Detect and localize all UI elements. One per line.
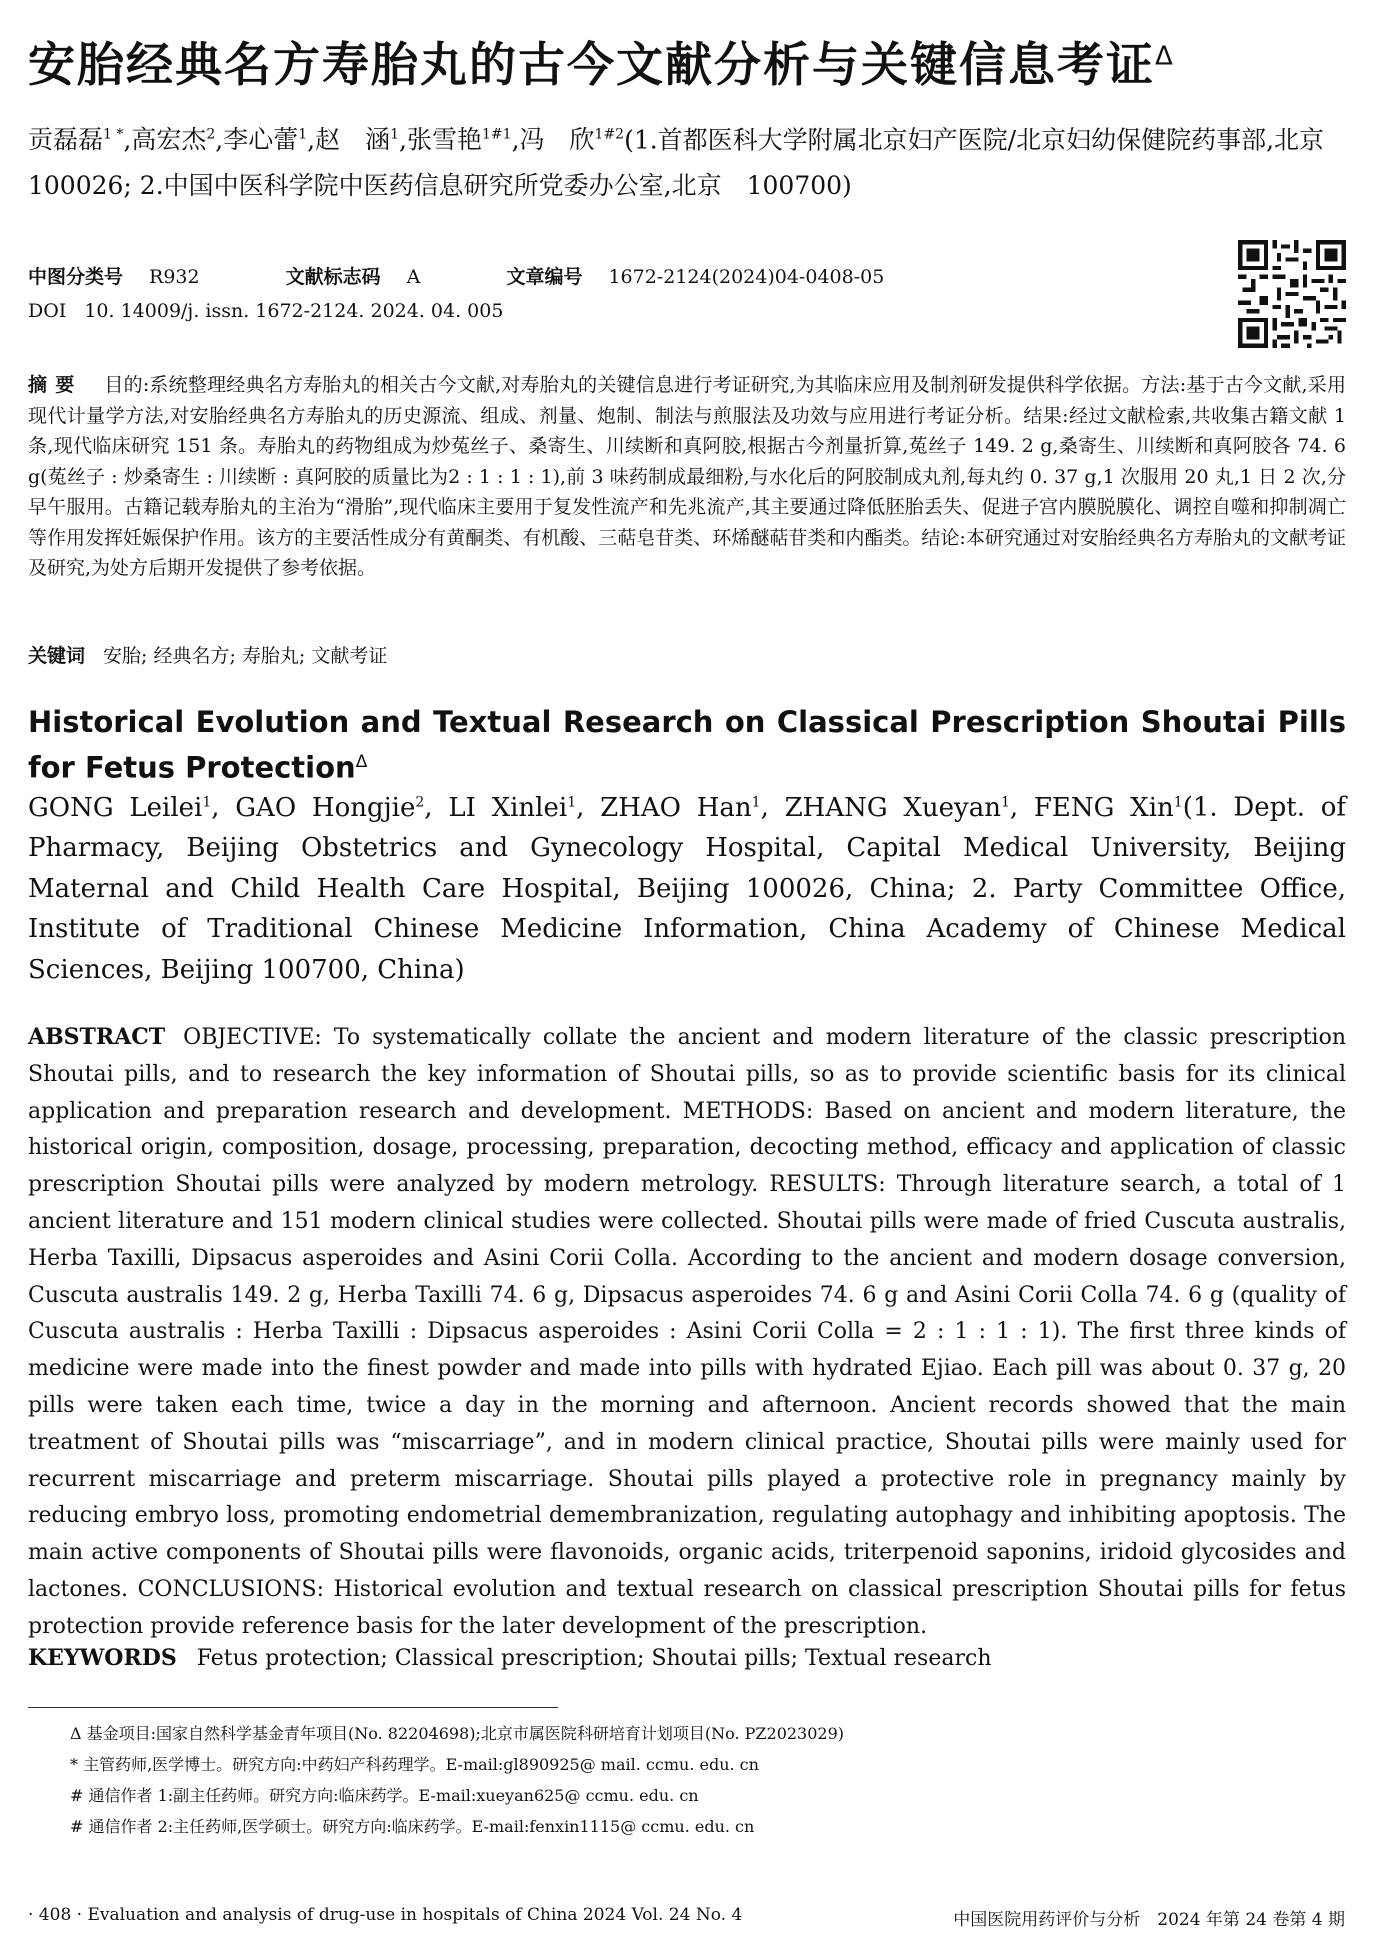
en-author [28, 793, 211, 823]
cn-author [520, 125, 625, 154]
cn-author-affil-mark: 2 [206, 127, 216, 143]
en-author-affil-mark: 1 [567, 794, 577, 810]
keywords-en-label: KEYWORDS [28, 1645, 177, 1671]
footnote-first-author: * 主管药师,医学博士。研究方向:中药妇产科药理学。E-mail:gl890925@ mail. ccmu. edu. cn [70, 1755, 759, 1774]
footnotes [70, 1718, 1330, 1842]
abstract-cn-label: 摘要 [28, 374, 83, 396]
en-author [600, 793, 760, 823]
cn-author [131, 125, 215, 154]
fund-mark-en: Δ [355, 752, 368, 772]
en-author-affil-mark: 1 [1173, 794, 1183, 810]
authors-cn-list: 贡磊磊$^{1 *}$,高宏杰$^2$,李心蕾$^1$,赵 涵$^1$,张雪艳$^{1\#1}$,冯 欣$^{1\#2}$ [28, 125, 625, 155]
cn-author-affil-mark: 1#2 [594, 127, 625, 143]
clc-label: 中图分类号 [28, 266, 124, 288]
footer-journal-en: · 408 · Evaluation and analysis of drug-use in hospitals of China 2024 Vol. 24 No. 4 [28, 1905, 743, 1925]
cn-author-affil-mark: 1 * [103, 127, 124, 143]
clc-value: R932 [149, 266, 200, 288]
article-title-cn-text: 安胎经典名方寿胎丸的古今文献分析与关键信息考证 [28, 38, 1155, 93]
article-title-cn [28, 28, 1348, 95]
doc-code-label: 文献标志码 [285, 266, 381, 288]
cn-author [28, 125, 123, 154]
en-author [235, 793, 424, 823]
qr-code-icon [1238, 240, 1346, 348]
doi-value: 10. 14009/j. issn. 1672-2124. 2024. 04. 005 [84, 300, 504, 322]
en-author [785, 793, 1010, 823]
en-author-name: LI Xinlei [448, 792, 568, 823]
en-author-name: GONG Leilei [28, 792, 203, 823]
cn-author-affil-mark: 1#1 [482, 127, 512, 143]
cn-author-name: 贡磊磊 [28, 125, 104, 155]
en-author-affil-mark: 1 [202, 794, 212, 810]
affiliation-cn: (1.首都医科大学附属北京妇产医院/北京妇幼保健院药事部,北京 100026; 2.中国中医科学院中医药信息研究所党委办公室,北京 100700) [28, 125, 1350, 201]
abstract-en-text: OBJECTIVE: To systematically collate the ancient and modern literature of the classic prescription Shoutai pills, and to research the key information of Shoutai pills, so as to provide scientific basis for its clinical application and preparation research and development. METHODS: Based on ancient and modern literature, the historical origin, composition, dosage, processing, preparation, decocting method, efficacy and application of classic prescription Shoutai pills were analyzed by modern metrology. RESULTS: Through literature search, a total of 1 ancient literature and 151 modern clinical studies were collected. Shoutai pills were made of fried Cuscuta australis, Herba Taxilli, Dipsacus asperoides and Asini Corii Colla. According to the ancient and modern dosage conversion, Cuscuta australis 149. 2 g, Herba Taxilli 74. 6 g, Dipsacus asperoides 74. 6 g and Asini Corii Colla 74. 6 g (quality of Cuscuta australis : Herba Taxilli : Dipsacus asperoides : Asini Corii Colla = 2 : 1 : 1 : 1). The first three kinds of medicine were made into the finest powder and made into pills with hydrated Ejiao. Each pill was about 0. 37 g, 20 pills were taken each time, twice a day in the morning and afternoon. Ancient records showed that the main treatment of Shoutai pills was “miscarriage”, and in modern clinical practice, Shoutai pills were mainly used for recurrent miscarriage and preterm miscarriage. Shoutai pills played a protective role in pregnancy mainly by reducing embryo loss, promoting endometrial demembranization, regulating autophagy and inhibiting apoptosis. The main active components of Shoutai pills were flavonoids, organic acids, triterpenoid saponins, iridoid glycosides and lactones. CONCLUSIONS: Historical evolution and textual research on classical prescription Shoutai pills for fetus protection provide reference basis for the later development of the prescription. [28, 1025, 1346, 1639]
en-author-name: GAO Hongjie [235, 792, 416, 823]
cn-author [315, 125, 399, 154]
article-title-en [28, 702, 1346, 788]
affiliation-en: (1. Dept. of Pharmacy, Beijing Obstetrics and Gynecology Hospital, Capital Medical University, Beijing Maternal and Child Health Care Hospital, Beijing 100026, China; 2. Party Committee Office, Institute of Traditional Chinese Medicine Information, China Academy of Chinese Medical Sciences, Beijing 100700, China) [28, 792, 1347, 985]
cn-author [407, 125, 512, 154]
footnote-fund: Δ 基金项目:国家自然科学基金青年项目(No. 82204698);北京市属医院科研培育计划项目(No. PZ2023029) [70, 1724, 845, 1743]
en-author-affil-mark: 1 [1000, 794, 1010, 810]
doc-code-value: A [406, 266, 421, 288]
authors-en [28, 782, 1346, 990]
en-author-name: ZHAO Han [600, 792, 752, 823]
cn-author-name: 冯 欣 [519, 125, 595, 155]
footer-journal-cn: 中国医院用药评价与分析 2024 年第 24 卷第 4 期 [953, 1910, 1345, 1930]
footnote-divider [28, 1707, 558, 1708]
en-author-name: FENG Xin [1033, 792, 1174, 823]
cn-author-name: 李心蕾 [223, 125, 299, 155]
abstract-cn [28, 370, 1346, 584]
en-author-name: ZHANG Xueyan [784, 792, 1001, 823]
footnote-corresponding-1: # 通信作者 1:副主任药师。研究方向:临床药学。E-mail:xueyan625@ ccmu. edu. cn [70, 1786, 699, 1805]
article-no-value: 1672-2124(2024)04-0408-05 [608, 266, 885, 288]
keywords-en-text: Fetus protection; Classical prescription; Shoutai pills; Textual research [196, 1646, 992, 1671]
classification-row [28, 262, 964, 289]
en-author-affil-mark: 2 [415, 794, 425, 810]
en-author [448, 793, 576, 823]
abstract-cn-text: 目的:系统整理经典名方寿胎丸的相关古今文献,对寿胎丸的关键信息进行考证研究,为其临床应用及制剂研发提供科学依据。方法:基于古今文献,采用现代计量学方法,对安胎经典名方寿胎丸的历史源流、组成、剂量、炮制、制法与煎服法及功效与应用进行考证分析。结果:经过文献检索,共收集古籍文献 1 条,现代临床研究 151 条。寿胎丸的药物组成为炒菟丝子、桑寄生、川续断和真阿胶,根据古今剂量折算,菟丝子 149. 2 g,桑寄生、川续断和真阿胶各 74. 6 g(菟丝子 : 炒桑寄生 : 川续断 : 真阿胶的质量比为2 : 1 : 1 : 1),前 3 味药制成最细粉,与水化后的阿胶制成丸剂,每丸约 0. 37 g,1 次服用 20 丸,1 日 2 次,分早午服用。古籍记载寿胎丸的主治为“滑胎”,现代临床主要用于复发性流产和先兆流产,其主要通过降低胚胎丢失、促进子宫内膜脱膜化、调控自噬和抑制凋亡等作用发挥妊娠保护作用。该方的主要活性成分有黄酮类、有机酸、三萜皂苷类、环烯醚萜苷类和内酯类。结论:本研究通过对安胎经典名方寿胎丸的文献考证及研究,为处方后期开发提供了参考依据。 [28, 374, 1346, 579]
doi-label: DOI [28, 300, 67, 322]
en-author [1034, 793, 1183, 823]
authors-en-list: GONG Leilei$^1$, GAO Hongjie$^2$, LI Xinlei$^1$, ZHAO Han$^1$, ZHANG Xueyan$^1$, FENG Xin$^1$ [28, 792, 1183, 823]
cn-author-name: 张雪艳 [407, 125, 483, 155]
authors-cn [28, 112, 1348, 209]
keywords-en [28, 1645, 992, 1671]
abstract-en [28, 1019, 1346, 1646]
cn-author-affil-mark: 1 [390, 127, 400, 143]
keywords-cn [28, 641, 387, 668]
cn-author-name: 赵 涵 [315, 125, 391, 155]
keywords-cn-label: 关键词 [28, 645, 86, 667]
abstract-en-label: ABSTRACT [28, 1024, 166, 1050]
keywords-cn-text: 安胎; 经典名方; 寿胎丸; 文献考证 [103, 645, 388, 667]
cn-author-affil-mark: 1 [298, 127, 308, 143]
cn-author [223, 125, 307, 154]
cn-author-name: 高宏杰 [131, 125, 207, 155]
fund-mark: Δ [1155, 41, 1175, 72]
footnote-corresponding-2: # 通信作者 2:主任药师,医学硕士。研究方向:临床药学。E-mail:fenxin1115@ ccmu. edu. cn [70, 1817, 755, 1836]
article-no-label: 文章编号 [506, 266, 583, 288]
doi-row [28, 300, 503, 322]
article-title-en-text: Historical Evolution and Textual Research on Classical Prescription Shoutai Pills for Fetus Protection [28, 705, 1346, 785]
en-author-affil-mark: 1 [751, 794, 761, 810]
